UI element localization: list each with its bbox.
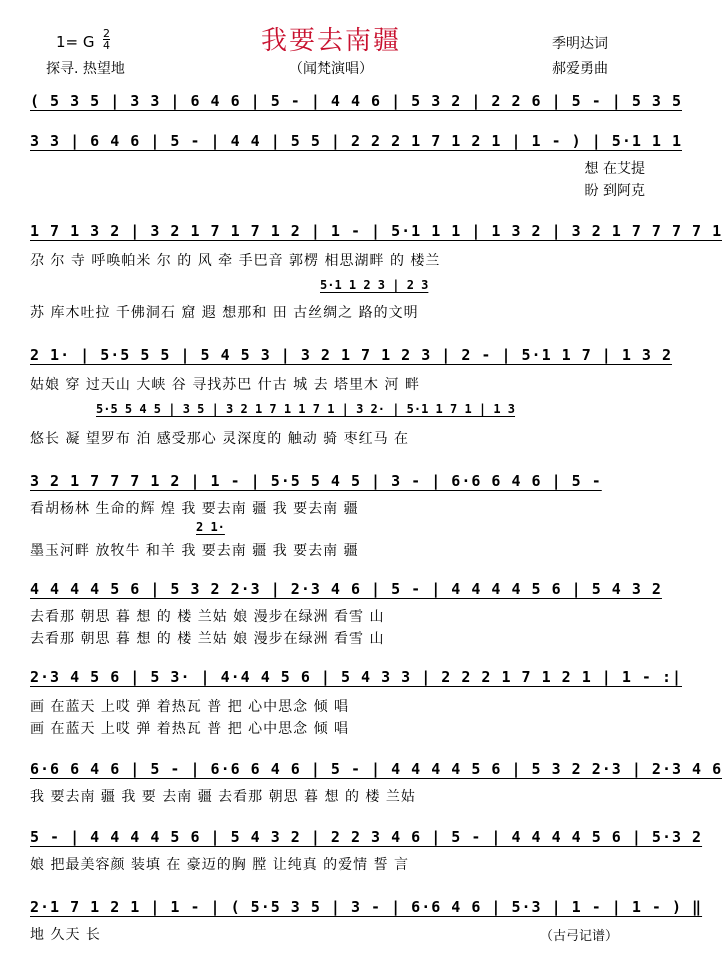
- lyric-line: 尕 尔 寺 呼唤帕米 尔 的 风 牵 手巴音 郭楞 相思湖畔 的 楼兰: [30, 253, 441, 269]
- notation-line: 5 - | 4 4 4 4 5 6 | 5 4 3 2 | 2 2 3 4 6 | 5 - | 4 4 4 4 5 6 | 5·3 2: [30, 828, 703, 846]
- lyric-line: 我 要去南 疆 我 要 去南 疆 去看那 朝思 暮 想 的 楼 兰姑: [30, 789, 416, 805]
- time-denominator: 4: [103, 39, 110, 52]
- composer: 郝爱勇曲: [552, 61, 608, 77]
- lyric-line: 姑娘 穿 过天山 大峡 谷 寻找苏巴 什古 城 去 塔里木 河 畔: [30, 377, 420, 393]
- sub-notation-line: 5·5 5 4 5 | 3 5 | 3 2 1 7 1 1 7 1 | 3 2· | 5·1 1 7 1 | 1 3: [96, 402, 516, 416]
- lyric-line: 想 在艾提: [584, 161, 645, 177]
- notation-line: 3 2 1 7 7 7 1 2 | 1 - | 5·5 5 4 5 | 3 - | 6·6 6 4 6 | 5 -: [30, 472, 602, 490]
- sub-notation-line: 5·1 1 2 3 | 2 3: [320, 278, 429, 292]
- lyric-line: 去看那 朝思 暮 想 的 楼 兰姑 娘 漫步在绿洲 看雪 山: [30, 631, 385, 647]
- lyricist: 季明达词: [552, 36, 608, 52]
- lyric-line: 娘 把最美容颜 装填 在 豪迈的胸 膛 让纯真 的爱情 誓 言: [30, 857, 410, 873]
- lyric-line: 悠长 凝 望罗布 泊 感受那心 灵深度的 触动 骑 枣红马 在: [30, 431, 410, 447]
- key-signature: 1= G: [56, 33, 95, 51]
- notation-line: ( 5 3 5 | 3 3 | 6 4 6 | 5 - | 4 4 6 | 5 3 2 | 2 2 6 | 5 - | 5 3 5: [30, 92, 682, 110]
- notation-line: 2·1 7 1 2 1 | 1 - | ( 5·5 3 5 | 3 - | 6·6 4 6 | 5·3 | 1 - | 1 - ) ‖: [30, 898, 703, 916]
- transcriber-credit: （古弓记谱）: [540, 929, 619, 944]
- album-name: 探寻. 热望地: [46, 61, 125, 77]
- time-numerator: 2: [103, 27, 110, 40]
- notation-line: 4 4 4 4 5 6 | 5 3 2 2·3 | 2·3 4 6 | 5 - | 4 4 4 4 5 6 | 5 4 3 2: [30, 580, 662, 598]
- notation-line: 6·6 6 4 6 | 5 - | 6·6 6 4 6 | 5 - | 4 4 4 4 5 6 | 5 3 2 2·3 | 2·3 4 6: [30, 760, 722, 778]
- lyric-line: 苏 库木吐拉 千佛洞石 窟 遐 想那和 田 古丝绸之 路的文明: [30, 305, 419, 321]
- lyric-line: 画 在蓝天 上哎 弹 着热瓦 普 把 心中思念 倾 唱: [30, 721, 350, 737]
- time-signature: [103, 28, 110, 51]
- lyric-line: 去看那 朝思 暮 想 的 楼 兰姑 娘 漫步在绿洲 看雪 山: [30, 609, 385, 625]
- sub-notation-line: 2 1·: [196, 520, 225, 534]
- lyric-line: 看胡杨林 生命的辉 煌 我 要去南 疆 我 要去南 疆: [30, 501, 359, 517]
- lyric-line: 盼 到阿克: [584, 183, 645, 199]
- notation-line: 1 7 1 3 2 | 3 2 1 7 1 7 1 2 | 1 - | 5·1 1 1 | 1 3 2 | 3 2 1 7 7 7 7 1: [30, 222, 722, 240]
- notation-line: 3 3 | 6 4 6 | 5 - | 4 4 | 5 5 | 2 2 2 1 7 1 2 1 | 1 - ) | 5·1 1 1: [30, 132, 682, 150]
- notation-line: 2·3 4 5 6 | 5 3· | 4·4 4 5 6 | 5 4 3 3 | 2 2 2 1 7 1 2 1 | 1 - :|: [30, 668, 682, 686]
- song-title: 我要去南疆: [260, 26, 401, 56]
- performer: （闻梵演唱）: [289, 61, 373, 77]
- lyric-line: 地 久天 长: [30, 927, 101, 943]
- lyric-line: 画 在蓝天 上哎 弹 着热瓦 普 把 心中思念 倾 唱: [30, 699, 350, 715]
- lyric-line: 墨玉河畔 放牧牛 和羊 我 要去南 疆 我 要去南 疆: [30, 543, 359, 559]
- notation-line: 2 1· | 5·5 5 5 | 5 4 5 3 | 3 2 1 7 1 2 3 | 2 - | 5·1 1 7 | 1 3 2: [30, 346, 672, 364]
